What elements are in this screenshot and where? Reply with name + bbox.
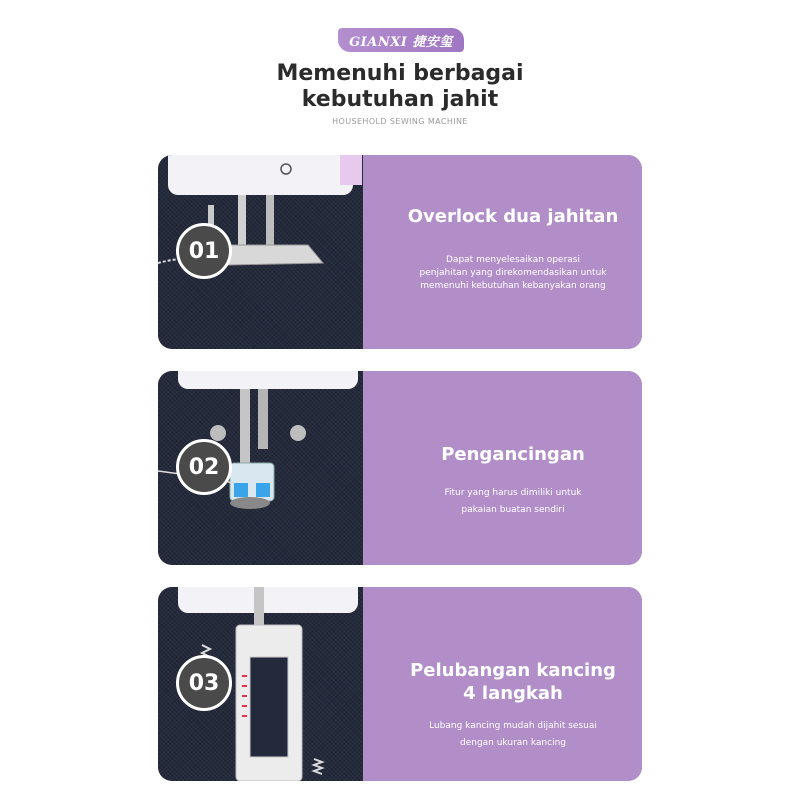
feature-desc-line: memenuhi kebutuhan kebanyakan orang — [420, 281, 606, 291]
feature-title: Overlock dua jahitan — [407, 206, 619, 227]
feature-number-badge: 02 — [176, 439, 232, 495]
feature-desc-line: penjahitan yang direkomendasikan untuk — [419, 268, 607, 278]
feature-number-badge: 01 — [176, 223, 232, 279]
button-sewing-panel — [363, 371, 642, 565]
feature-desc-line: Dapat menyelesaikan operasi — [446, 255, 580, 265]
feature-desc-line: Fitur yang harus dimiliki untuk — [444, 488, 582, 498]
feature-desc-line: pakaian buatan sendiri — [461, 505, 565, 515]
feature-desc-line: dengan ukuran kancing — [459, 738, 566, 748]
feature-title-line2: 4 langkah — [463, 683, 563, 704]
feature-desc-line: Lubang kancing mudah dijahit sesuai — [429, 721, 597, 731]
page-title-line2: kebutuhan jahit — [301, 87, 499, 112]
feature-title-line1: Pelubangan kancing — [410, 660, 616, 681]
brand-logo — [338, 28, 464, 52]
page-title-line1: Memenuhi berbagai — [276, 61, 524, 86]
brand-logo-text: GIANXI 捷安玺 — [349, 34, 453, 50]
feature-number-badge: 03 — [176, 655, 232, 711]
page-subtitle: HOUSEHOLD SEWING MACHINE — [332, 117, 468, 126]
feature-title: Pengancingan — [441, 444, 585, 465]
overlock-panel — [363, 155, 642, 349]
